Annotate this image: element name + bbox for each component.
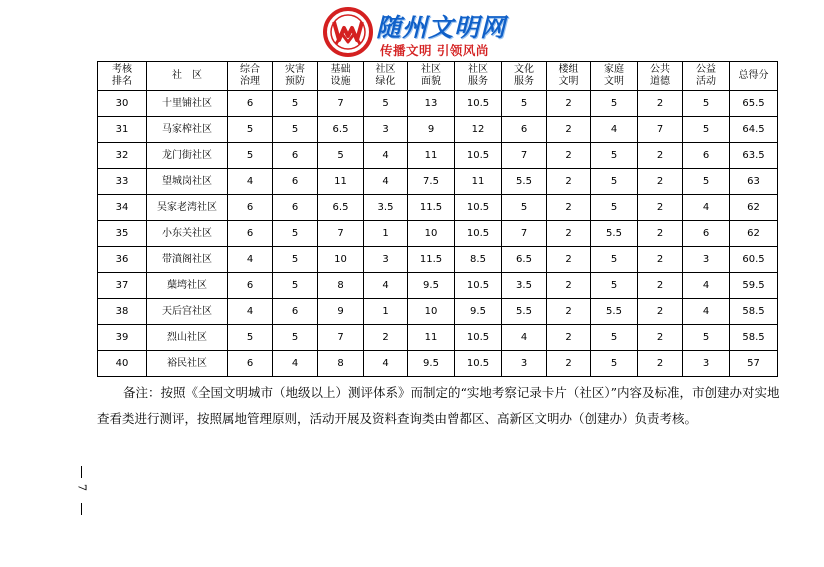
score-cell: 5 bbox=[228, 143, 273, 169]
column-header: 楼组 文明 bbox=[547, 62, 591, 91]
community-score-table bbox=[97, 61, 778, 377]
score-cell: 3.5 bbox=[502, 273, 547, 299]
score-cell: 33 bbox=[98, 169, 147, 195]
column-header: 基础 设施 bbox=[318, 62, 364, 91]
column-header: 家庭 文明 bbox=[591, 62, 638, 91]
score-cell: 5.5 bbox=[502, 299, 547, 325]
score-cell: 2 bbox=[547, 117, 591, 143]
score-cell: 2 bbox=[364, 325, 408, 351]
score-cell: 36 bbox=[98, 247, 147, 273]
community-name-cell: 十里铺社区 bbox=[147, 91, 228, 117]
table-row bbox=[98, 169, 778, 195]
score-cell: 3 bbox=[502, 351, 547, 377]
score-cell: 2 bbox=[547, 91, 591, 117]
table-row bbox=[98, 273, 778, 299]
score-cell: 10 bbox=[318, 247, 364, 273]
score-cell: 2 bbox=[638, 273, 683, 299]
site-logo bbox=[322, 6, 512, 58]
score-cell: 5 bbox=[591, 247, 638, 273]
score-cell: 32 bbox=[98, 143, 147, 169]
score-cell: 2 bbox=[638, 169, 683, 195]
score-cell: 4 bbox=[683, 273, 730, 299]
community-name-cell: 吴家老湾社区 bbox=[147, 195, 228, 221]
score-cell: 5 bbox=[502, 195, 547, 221]
score-cell: 62 bbox=[730, 195, 778, 221]
score-cell: 39 bbox=[98, 325, 147, 351]
score-cell: 31 bbox=[98, 117, 147, 143]
score-cell: 60.5 bbox=[730, 247, 778, 273]
score-cell: 7 bbox=[318, 91, 364, 117]
score-cell: 4 bbox=[228, 299, 273, 325]
score-cell: 3 bbox=[683, 351, 730, 377]
score-cell: 5 bbox=[228, 325, 273, 351]
score-cell: 2 bbox=[638, 325, 683, 351]
table-row bbox=[98, 299, 778, 325]
score-cell: 3.5 bbox=[364, 195, 408, 221]
table-row bbox=[98, 117, 778, 143]
table-header-row bbox=[98, 62, 778, 91]
column-header: 社区 服务 bbox=[455, 62, 502, 91]
score-cell: 6.5 bbox=[318, 195, 364, 221]
score-cell: 11 bbox=[408, 143, 455, 169]
community-name-cell: 烈山社区 bbox=[147, 325, 228, 351]
table-row bbox=[98, 351, 778, 377]
score-cell: 2 bbox=[638, 351, 683, 377]
score-cell: 2 bbox=[547, 273, 591, 299]
score-cell: 4 bbox=[228, 169, 273, 195]
score-cell: 35 bbox=[98, 221, 147, 247]
wm-logo-icon bbox=[322, 6, 374, 58]
score-cell: 6 bbox=[273, 143, 318, 169]
score-cell: 5 bbox=[591, 143, 638, 169]
table-row bbox=[98, 325, 778, 351]
score-cell: 2 bbox=[547, 221, 591, 247]
score-cell: 5 bbox=[591, 273, 638, 299]
score-cell: 5 bbox=[273, 247, 318, 273]
score-cell: 12 bbox=[455, 117, 502, 143]
score-cell: 3 bbox=[364, 117, 408, 143]
score-cell: 11.5 bbox=[408, 195, 455, 221]
logo-slogan: 传播文明 引领风尚 bbox=[380, 43, 489, 58]
page-dash bbox=[81, 503, 82, 515]
score-cell: 2 bbox=[547, 143, 591, 169]
score-cell: 2 bbox=[638, 247, 683, 273]
score-cell: 6 bbox=[273, 299, 318, 325]
score-cell: 10 bbox=[408, 221, 455, 247]
score-cell: 2 bbox=[638, 221, 683, 247]
score-cell: 58.5 bbox=[730, 299, 778, 325]
score-cell: 7 bbox=[638, 117, 683, 143]
table-row bbox=[98, 143, 778, 169]
score-cell: 5 bbox=[273, 91, 318, 117]
score-cell: 9 bbox=[408, 117, 455, 143]
score-cell: 4 bbox=[683, 195, 730, 221]
score-cell: 6.5 bbox=[502, 247, 547, 273]
score-cell: 9.5 bbox=[455, 299, 502, 325]
score-cell: 5 bbox=[683, 91, 730, 117]
score-cell: 4 bbox=[364, 143, 408, 169]
score-cell: 10.5 bbox=[455, 143, 502, 169]
community-name-cell: 马家榨社区 bbox=[147, 117, 228, 143]
score-cell: 2 bbox=[547, 247, 591, 273]
score-cell: 63.5 bbox=[730, 143, 778, 169]
score-cell: 4 bbox=[364, 273, 408, 299]
table-note: 备注：按照《全国文明城市（地级以上）测评体系》而制定的“实地考察记录卡片（社区）”内容及标准，市创建办对实地查看类进行测评，按照属地管理原则，活动开展及资料查询类由曾都区、高新区文明办（创建办）负责考核。 bbox=[97, 385, 780, 426]
score-cell: 5 bbox=[273, 117, 318, 143]
score-cell: 5.5 bbox=[591, 221, 638, 247]
score-cell: 6 bbox=[228, 195, 273, 221]
score-cell: 5 bbox=[591, 325, 638, 351]
score-cell: 40 bbox=[98, 351, 147, 377]
score-cell: 6 bbox=[228, 273, 273, 299]
score-cell: 59.5 bbox=[730, 273, 778, 299]
score-cell: 5 bbox=[228, 117, 273, 143]
score-cell: 6 bbox=[502, 117, 547, 143]
column-header: 文化 服务 bbox=[502, 62, 547, 91]
score-cell: 2 bbox=[638, 91, 683, 117]
table-row bbox=[98, 247, 778, 273]
score-cell: 10.5 bbox=[455, 273, 502, 299]
score-cell: 7 bbox=[318, 325, 364, 351]
score-cell: 5 bbox=[683, 169, 730, 195]
score-cell: 6 bbox=[228, 351, 273, 377]
score-cell: 5 bbox=[318, 143, 364, 169]
score-cell: 5 bbox=[273, 221, 318, 247]
score-cell: 11 bbox=[318, 169, 364, 195]
score-cell: 64.5 bbox=[730, 117, 778, 143]
score-cell: 11.5 bbox=[408, 247, 455, 273]
score-cell: 6.5 bbox=[318, 117, 364, 143]
score-cell: 1 bbox=[364, 299, 408, 325]
table-row bbox=[98, 195, 778, 221]
score-cell: 63 bbox=[730, 169, 778, 195]
score-cell: 10.5 bbox=[455, 91, 502, 117]
score-cell: 5 bbox=[364, 91, 408, 117]
score-cell: 11 bbox=[455, 169, 502, 195]
score-cell: 5 bbox=[683, 117, 730, 143]
column-header: 社区 绿化 bbox=[364, 62, 408, 91]
score-cell: 4 bbox=[683, 299, 730, 325]
community-name-cell: 带濆阁社区 bbox=[147, 247, 228, 273]
score-cell: 6 bbox=[273, 195, 318, 221]
community-name-cell: 裕民社区 bbox=[147, 351, 228, 377]
community-name-cell: 蘖塆社区 bbox=[147, 273, 228, 299]
score-cell: 3 bbox=[683, 247, 730, 273]
score-cell: 7 bbox=[502, 143, 547, 169]
score-cell: 10.5 bbox=[455, 221, 502, 247]
score-cell: 6 bbox=[683, 221, 730, 247]
column-header: 公共 道德 bbox=[638, 62, 683, 91]
page-number: 7 bbox=[75, 484, 89, 491]
score-cell: 37 bbox=[98, 273, 147, 299]
column-header: 社 区 bbox=[147, 62, 228, 91]
score-cell: 2 bbox=[638, 195, 683, 221]
community-name-cell: 望城岗社区 bbox=[147, 169, 228, 195]
column-header: 综合 治理 bbox=[228, 62, 273, 91]
score-cell: 9.5 bbox=[408, 273, 455, 299]
score-cell: 5 bbox=[273, 273, 318, 299]
page-dash bbox=[81, 466, 82, 478]
community-name-cell: 龙门街社区 bbox=[147, 143, 228, 169]
score-cell: 7 bbox=[318, 221, 364, 247]
column-header: 公益 活动 bbox=[683, 62, 730, 91]
score-cell: 11 bbox=[408, 325, 455, 351]
score-cell: 4 bbox=[364, 351, 408, 377]
score-cell: 2 bbox=[638, 143, 683, 169]
score-cell: 5 bbox=[591, 351, 638, 377]
score-cell: 5 bbox=[502, 91, 547, 117]
table-row bbox=[98, 91, 778, 117]
score-cell: 6 bbox=[228, 91, 273, 117]
score-cell: 10 bbox=[408, 299, 455, 325]
score-cell: 5 bbox=[591, 169, 638, 195]
logo-title: 随州文明网 bbox=[376, 13, 507, 42]
score-cell: 5 bbox=[591, 195, 638, 221]
score-cell: 5 bbox=[591, 91, 638, 117]
score-cell: 6 bbox=[273, 169, 318, 195]
page-number-mark bbox=[76, 466, 88, 516]
score-cell: 9.5 bbox=[408, 351, 455, 377]
column-header: 灾害 预防 bbox=[273, 62, 318, 91]
score-cell: 6 bbox=[228, 221, 273, 247]
community-name-cell: 小东关社区 bbox=[147, 221, 228, 247]
score-cell: 4 bbox=[591, 117, 638, 143]
score-cell: 30 bbox=[98, 91, 147, 117]
score-cell: 13 bbox=[408, 91, 455, 117]
score-cell: 10.5 bbox=[455, 195, 502, 221]
score-cell: 8.5 bbox=[455, 247, 502, 273]
score-cell: 7 bbox=[502, 221, 547, 247]
score-cell: 34 bbox=[98, 195, 147, 221]
score-cell: 65.5 bbox=[730, 91, 778, 117]
score-cell: 2 bbox=[547, 299, 591, 325]
score-cell: 3 bbox=[364, 247, 408, 273]
column-header: 考核 排名 bbox=[98, 62, 147, 91]
table-row bbox=[98, 221, 778, 247]
score-cell: 5.5 bbox=[591, 299, 638, 325]
score-cell: 6 bbox=[683, 143, 730, 169]
score-cell: 7.5 bbox=[408, 169, 455, 195]
score-cell: 2 bbox=[638, 299, 683, 325]
score-cell: 8 bbox=[318, 351, 364, 377]
community-name-cell: 天后宫社区 bbox=[147, 299, 228, 325]
score-cell: 4 bbox=[364, 169, 408, 195]
column-header: 总得分 bbox=[730, 62, 778, 91]
score-cell: 5.5 bbox=[502, 169, 547, 195]
score-cell: 4 bbox=[228, 247, 273, 273]
score-cell: 38 bbox=[98, 299, 147, 325]
score-cell: 57 bbox=[730, 351, 778, 377]
score-cell: 2 bbox=[547, 351, 591, 377]
score-cell: 1 bbox=[364, 221, 408, 247]
score-cell: 8 bbox=[318, 273, 364, 299]
score-cell: 10.5 bbox=[455, 351, 502, 377]
score-cell: 5 bbox=[683, 325, 730, 351]
table-body bbox=[98, 91, 778, 377]
score-cell: 2 bbox=[547, 169, 591, 195]
score-cell: 2 bbox=[547, 195, 591, 221]
score-cell: 4 bbox=[273, 351, 318, 377]
score-cell: 62 bbox=[730, 221, 778, 247]
score-cell: 10.5 bbox=[455, 325, 502, 351]
column-header: 社区 面貌 bbox=[408, 62, 455, 91]
score-cell: 4 bbox=[502, 325, 547, 351]
score-cell: 58.5 bbox=[730, 325, 778, 351]
score-cell: 5 bbox=[273, 325, 318, 351]
score-cell: 9 bbox=[318, 299, 364, 325]
score-cell: 2 bbox=[547, 325, 591, 351]
